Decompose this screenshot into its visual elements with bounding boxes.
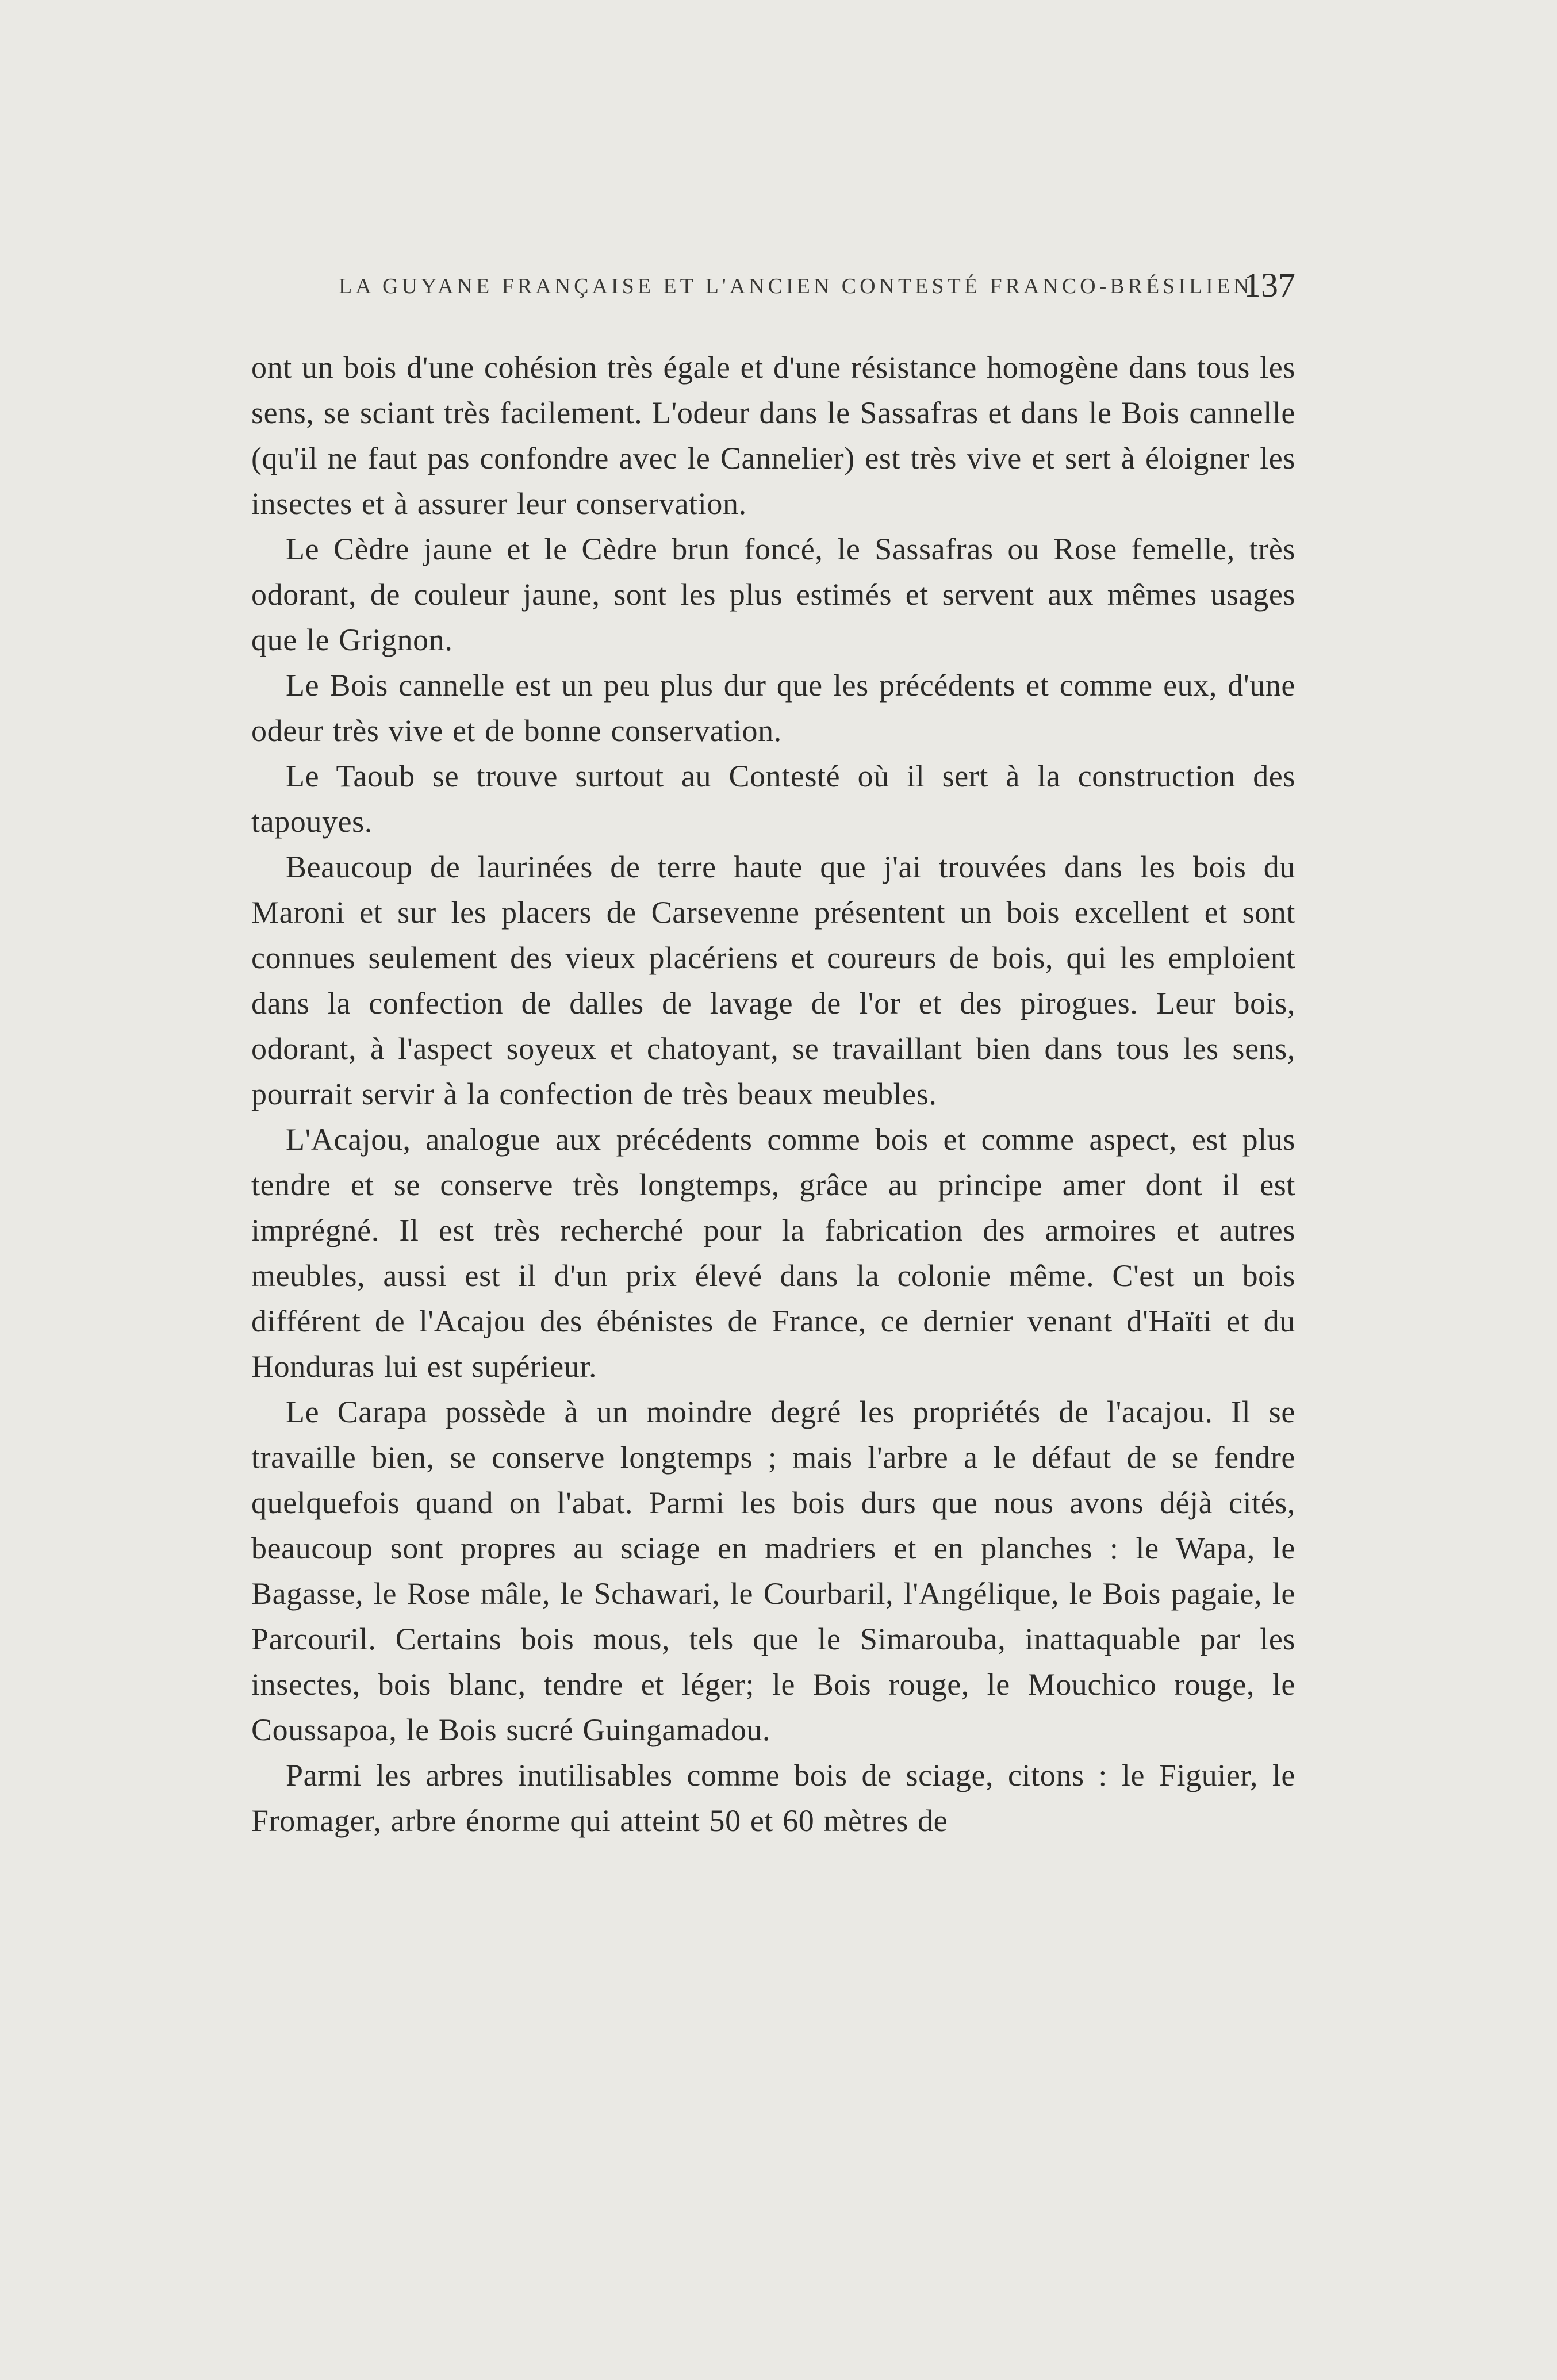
paragraph: Beaucoup de laurinées de terre haute que j'ai trouvées dans les bois du Maroni et sur les placers de Carsevenne présentent un bois excellent et sont connues seulement des vieux placériens et coureurs de bois, qui les emploient dans la confection de dalles de lavage de l'or et des pirogues. Leur bois, odorant, à l'aspect soyeux et chatoyant, se travaillant bien dans tous les sens, pourrait servir à la confection de très beaux meubles. — [251, 850, 1295, 1111]
paragraph: Le Carapa possède à un moindre degré les propriétés de l'acajou. Il se travaille bien, se conserve longtemps ; mais l'arbre a le défaut de se fendre quelquefois quand on l'abat. Parmi les bois durs que nous avons déjà cités, beaucoup sont propres au sciage en madriers et en planches : le Wapa, le Bagasse, le Rose mâle, le Schawari, le Courbaril, l'Angélique, le Bois pagaie, le Parcouril. Certains bois mous, tels que le Simarouba, inattaquable par les insectes, bois blanc, tendre et léger; le Bois rouge, le Mouchico rouge, le Coussapoa, le Bois sucré Guingamadou. — [251, 1395, 1295, 1747]
page-number: 137 — [1244, 266, 1295, 304]
running-header-title: LA GUYANE FRANÇAISE ET L'ANCIEN CONTESTÉ FRANCO-BRÉSILIEN — [339, 274, 1253, 298]
paragraph: ont un bois d'une cohésion très égale et d'une résistance homogène dans tous les sens, se sciant très facilement. L'odeur dans le Sassafras et dans le Bois cannelle (qu'il ne faut pas confondre avec le Cannelier) est très vive et sert à éloigner les insectes et à assurer leur conservation. — [251, 350, 1295, 521]
paragraph: L'Acajou, analogue aux précédents comme bois et comme aspect, est plus tendre et se conserve très longtemps, grâce au principe amer dont il est imprégné. Il est très recherché pour la fabrication des armoires et autres meubles, aussi est il d'un prix élevé dans la colonie même. C'est un bois différent de l'Acajou des ébénistes de France, ce dernier venant d'Haïti et du Honduras lui est supérieur. — [251, 1122, 1295, 1384]
paragraph: Parmi les arbres inutilisables comme bois de sciage, citons : le Figuier, le Fromager, arbre énorme qui atteint 50 et 60 mètres de — [251, 1758, 1295, 1838]
paragraph: Le Taoub se trouve surtout au Contesté où il sert à la construction des tapouyes. — [251, 759, 1295, 839]
body-text — [251, 345, 1295, 1844]
paragraph: Le Bois cannelle est un peu plus dur que les précédents et comme eux, d'une odeur très vive et de bonne conservation. — [251, 668, 1295, 748]
paragraph: Le Cèdre jaune et le Cèdre brun foncé, le Sassafras ou Rose femelle, très odorant, de couleur jaune, sont les plus estimés et servent aux mêmes usages que le Grignon. — [251, 532, 1295, 657]
running-header — [251, 266, 1295, 306]
